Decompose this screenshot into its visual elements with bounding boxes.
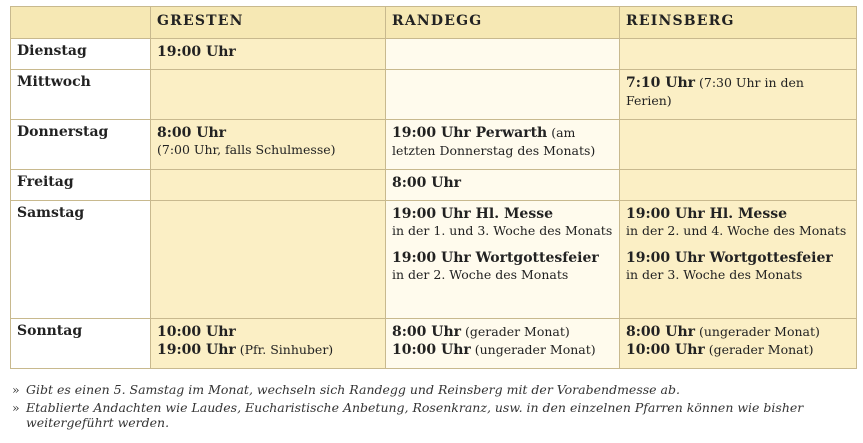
bullet-glyph: » — [12, 400, 20, 415]
header-corner-cell — [11, 7, 151, 39]
time-main: 19:00 Uhr Perwarth — [392, 125, 548, 141]
time-note: (ungerader Monat) — [695, 324, 820, 339]
cell-randegg-donnerstag — [386, 120, 620, 170]
table-row-sonntag — [11, 319, 857, 369]
time-main: 8:00 Uhr — [626, 324, 696, 340]
time-note: (7:00 Uhr, falls Schulmesse) — [157, 142, 336, 157]
cell-gresten-sonntag — [151, 319, 386, 369]
cell-randegg-freitag — [386, 170, 620, 201]
time-main: 19:00 Uhr Hl. Messe — [626, 206, 788, 222]
cell-reinsberg-donnerstag — [620, 120, 857, 170]
time-main: 10:00 Uhr — [392, 342, 471, 358]
time-main: 19:00 Uhr Hl. Messe — [392, 206, 554, 222]
cell-reinsberg-freitag — [620, 170, 857, 201]
time-entry — [157, 323, 379, 341]
time-entry — [392, 323, 613, 341]
time-main: 19:00 Uhr Wortgottesfeier — [626, 250, 833, 266]
cell-reinsberg-dienstag — [620, 39, 857, 70]
table-row-dienstag — [11, 39, 857, 70]
time-note: in der 1. und 3. Woche des Monats — [392, 223, 613, 238]
time-main: 19:00 Uhr — [157, 342, 236, 358]
table-row-mittwoch — [11, 70, 857, 120]
column-header-reinsberg: REINSBERG — [620, 7, 857, 39]
time-note: (ungerader Monat) — [470, 342, 596, 357]
time-main: 19:00 Uhr Wortgottesfeier — [392, 250, 599, 266]
time-main: 10:00 Uhr — [626, 342, 705, 358]
footnote-text: Gibt es einen 5. Samstag im Monat, wechseln sich Randegg und Reinsberg mit der Vorabendmesse ab. — [26, 382, 680, 397]
time-main: 10:00 Uhr — [157, 324, 236, 340]
footnote-item — [12, 400, 852, 430]
day-label: Samstag — [11, 201, 151, 319]
time-note: (gerader Monat) — [461, 324, 570, 339]
time-entry — [626, 341, 850, 359]
cell-gresten-freitag — [151, 170, 386, 201]
column-header-gresten: GRESTEN — [151, 7, 386, 39]
time-note: (Pfr. Sinhuber) — [235, 342, 334, 357]
time-note: (7:30 Uhr in den Ferien) — [626, 75, 804, 108]
cell-reinsberg-mittwoch — [620, 70, 857, 120]
time-note: in der 3. Woche des Monats — [626, 267, 803, 282]
time-entry — [392, 341, 613, 359]
table-row-donnerstag — [11, 120, 857, 170]
time-note: in der 2. Woche des Monats — [392, 267, 569, 282]
day-label: Donnerstag — [11, 120, 151, 170]
cell-gresten-donnerstag — [151, 120, 386, 170]
table-row-samstag — [11, 201, 857, 319]
day-label: Sonntag — [11, 319, 151, 369]
cell-randegg-samstag — [386, 201, 620, 319]
cell-reinsberg-sonntag — [620, 319, 857, 369]
footnotes — [12, 382, 852, 433]
time-note: in der 2. und 4. Woche des Monats — [626, 223, 847, 238]
header-row — [11, 7, 857, 39]
cell-randegg-dienstag — [386, 39, 620, 70]
time-entry — [626, 74, 850, 110]
time-main: 19:00 Uhr — [157, 44, 236, 60]
time-entry — [157, 341, 379, 359]
time-main: 8:00 Uhr — [392, 175, 462, 191]
day-label: Freitag — [11, 170, 151, 201]
table-row-freitag — [11, 170, 857, 201]
cell-gresten-dienstag — [151, 39, 386, 70]
day-label: Dienstag — [11, 39, 151, 70]
time-note: (gerader Monat) — [704, 342, 814, 357]
footnote-text: Etablierte Andachten wie Laudes, Eucharistische Anbetung, Rosenkranz, usw. in den einzelnen Pfarren können wie bisher weitergeführt werden. — [26, 400, 804, 430]
cell-reinsberg-samstag — [620, 201, 857, 319]
time-main: 8:00 Uhr — [157, 125, 227, 141]
column-header-randegg: RANDEGG — [386, 7, 620, 39]
cell-gresten-mittwoch — [151, 70, 386, 120]
cell-randegg-mittwoch — [386, 70, 620, 120]
time-main: 7:10 Uhr — [626, 75, 696, 91]
footnote-item — [12, 382, 852, 397]
cell-randegg-sonntag — [386, 319, 620, 369]
bullet-glyph: » — [12, 382, 20, 397]
time-note: (am letzten Donnerstag des Monats) — [392, 125, 596, 158]
time-main: 8:00 Uhr — [392, 324, 462, 340]
mass-schedule-table — [10, 6, 857, 369]
time-entry — [626, 323, 850, 341]
cell-gresten-samstag — [151, 201, 386, 319]
day-label: Mittwoch — [11, 70, 151, 120]
time-entry — [392, 124, 613, 160]
